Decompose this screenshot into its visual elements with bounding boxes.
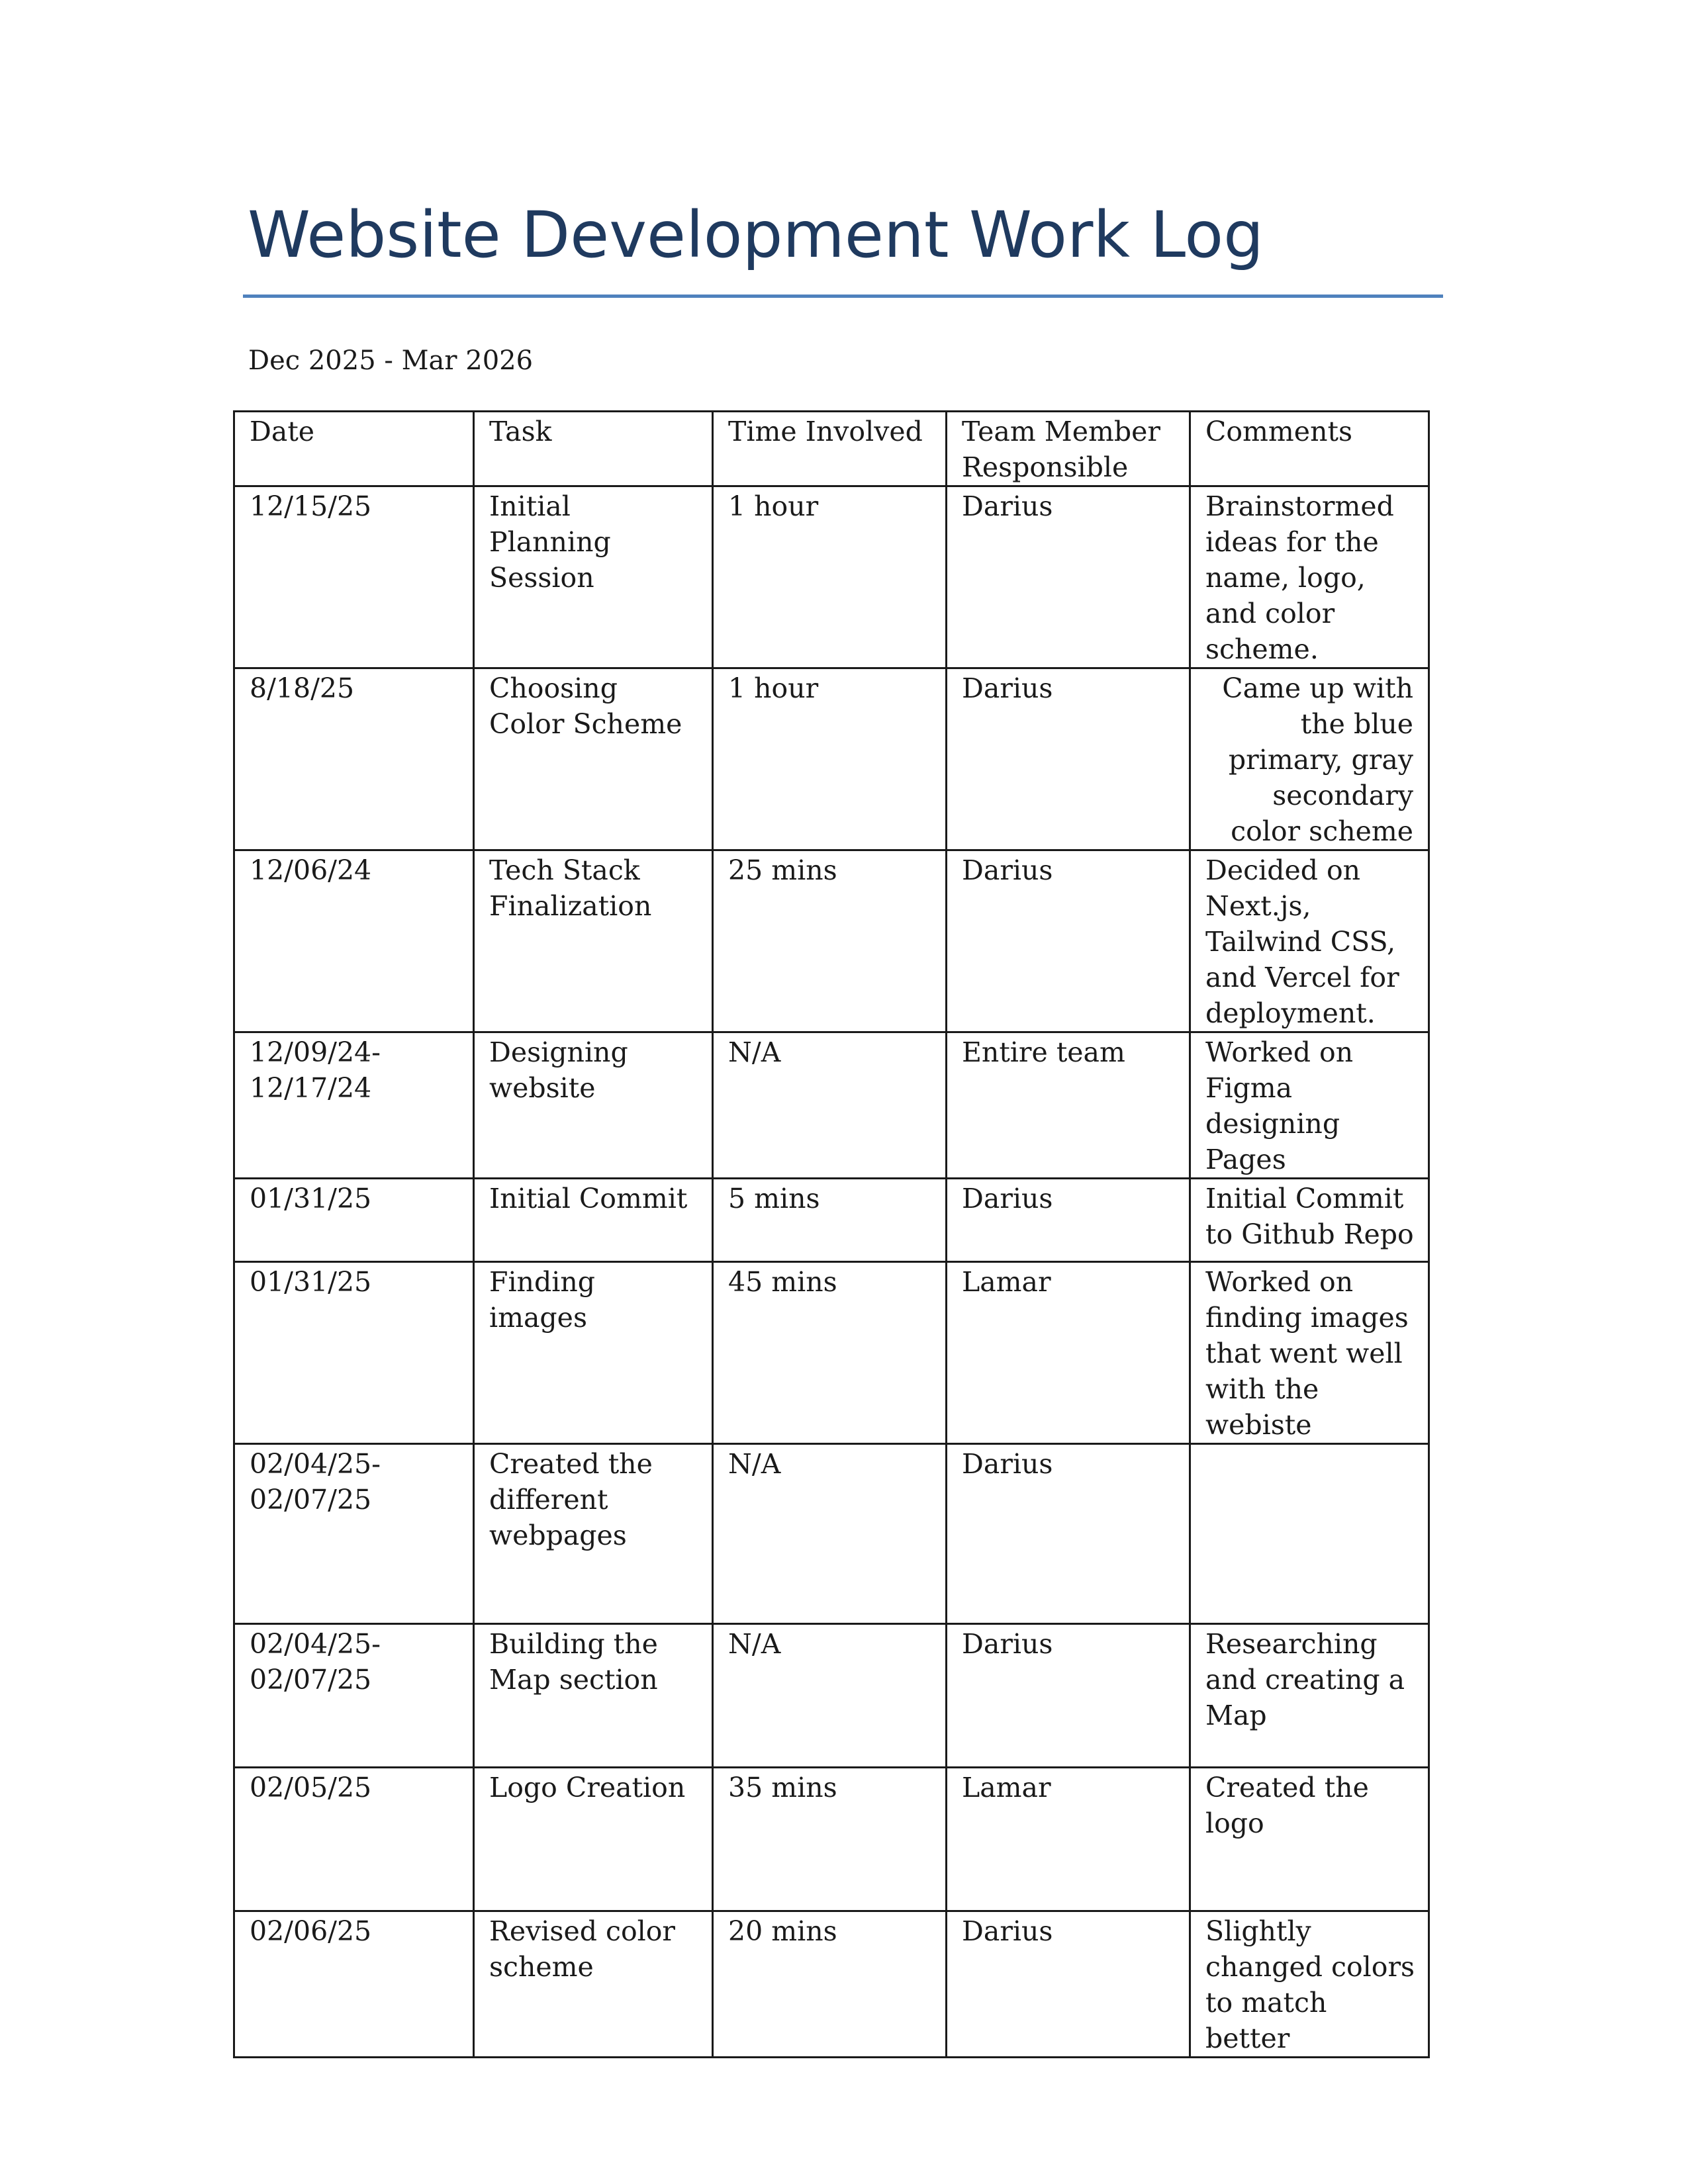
cell-comments: Decided on Next.js, Tailwind CSS, and Vercel for deployment.: [1190, 850, 1429, 1032]
cell-date: 8/18/25: [234, 668, 474, 850]
cell-task: Logo Creation: [474, 1768, 713, 1911]
table-row: [234, 668, 1429, 850]
cell-time: 45 mins: [713, 1262, 947, 1444]
table-row: [234, 850, 1429, 1032]
table-row: [234, 1262, 1429, 1444]
table-row: [234, 1179, 1429, 1262]
header-date: Date: [234, 412, 474, 486]
cell-time: N/A: [713, 1444, 947, 1624]
cell-task: Revised color scheme: [474, 1911, 713, 2058]
cell-member: Lamar: [947, 1262, 1190, 1444]
cell-time: 1 hour: [713, 668, 947, 850]
cell-time: 5 mins: [713, 1179, 947, 1262]
cell-task: Choosing Color Scheme: [474, 668, 713, 850]
cell-member: Darius: [947, 1624, 1190, 1768]
cell-member: Darius: [947, 486, 1190, 668]
header-comments: Comments: [1190, 412, 1429, 486]
cell-comments: Slightly changed colors to match better: [1190, 1911, 1429, 2058]
cell-date: 01/31/25: [234, 1262, 474, 1444]
header-task: Task: [474, 412, 713, 486]
table-row: [234, 1032, 1429, 1179]
cell-time: 35 mins: [713, 1768, 947, 1911]
cell-time: 20 mins: [713, 1911, 947, 2058]
cell-task: Finding images: [474, 1262, 713, 1444]
cell-comments: Worked on Figma designing Pages: [1190, 1032, 1429, 1179]
cell-date: 01/31/25: [234, 1179, 474, 1262]
cell-task: Designing website: [474, 1032, 713, 1179]
cell-time: N/A: [713, 1032, 947, 1179]
document-title: Website Development Work Log: [248, 198, 1264, 272]
table-row: [234, 1444, 1429, 1624]
cell-comments: Initial Commit to Github Repo: [1190, 1179, 1429, 1262]
cell-comments: Came up with the blue primary, gray secondary color scheme: [1190, 668, 1429, 850]
cell-member: Darius: [947, 1444, 1190, 1624]
cell-time: 25 mins: [713, 850, 947, 1032]
cell-task: Initial Planning Session: [474, 486, 713, 668]
table-row: [234, 486, 1429, 668]
cell-time: 1 hour: [713, 486, 947, 668]
cell-comments: Created the logo: [1190, 1768, 1429, 1911]
table-row: [234, 1624, 1429, 1768]
cell-member: Darius: [947, 668, 1190, 850]
cell-task: Initial Commit: [474, 1179, 713, 1262]
table-row: [234, 1768, 1429, 1911]
cell-date: 02/04/25-02/07/25: [234, 1624, 474, 1768]
title-divider: [243, 295, 1443, 298]
date-range: Dec 2025 - Mar 2026: [248, 345, 534, 376]
work-log-table: [233, 410, 1430, 2058]
cell-task: Created the different webpages: [474, 1444, 713, 1624]
cell-member: Entire team: [947, 1032, 1190, 1179]
cell-member: Darius: [947, 850, 1190, 1032]
cell-date: 02/05/25: [234, 1768, 474, 1911]
header-team-member: Team Member Responsible: [947, 412, 1190, 486]
cell-comments: Researching and creating a Map: [1190, 1624, 1429, 1768]
cell-member: Darius: [947, 1179, 1190, 1262]
cell-date: 02/04/25-02/07/25: [234, 1444, 474, 1624]
cell-date: 02/06/25: [234, 1911, 474, 2058]
cell-member: Darius: [947, 1911, 1190, 2058]
cell-date: 12/15/25: [234, 486, 474, 668]
cell-time: N/A: [713, 1624, 947, 1768]
cell-task: Building the Map section: [474, 1624, 713, 1768]
cell-date: 12/09/24-12/17/24: [234, 1032, 474, 1179]
cell-task: Tech Stack Finalization: [474, 850, 713, 1032]
cell-member: Lamar: [947, 1768, 1190, 1911]
cell-comments: Worked on finding images that went well with the webiste: [1190, 1262, 1429, 1444]
cell-date: 12/06/24: [234, 850, 474, 1032]
cell-comments: Brainstormed ideas for the name, logo, and color scheme.: [1190, 486, 1429, 668]
table-header-row: [234, 412, 1429, 486]
cell-comments: [1190, 1444, 1429, 1624]
table-row: [234, 1911, 1429, 2058]
header-time-involved: Time Involved: [713, 412, 947, 486]
